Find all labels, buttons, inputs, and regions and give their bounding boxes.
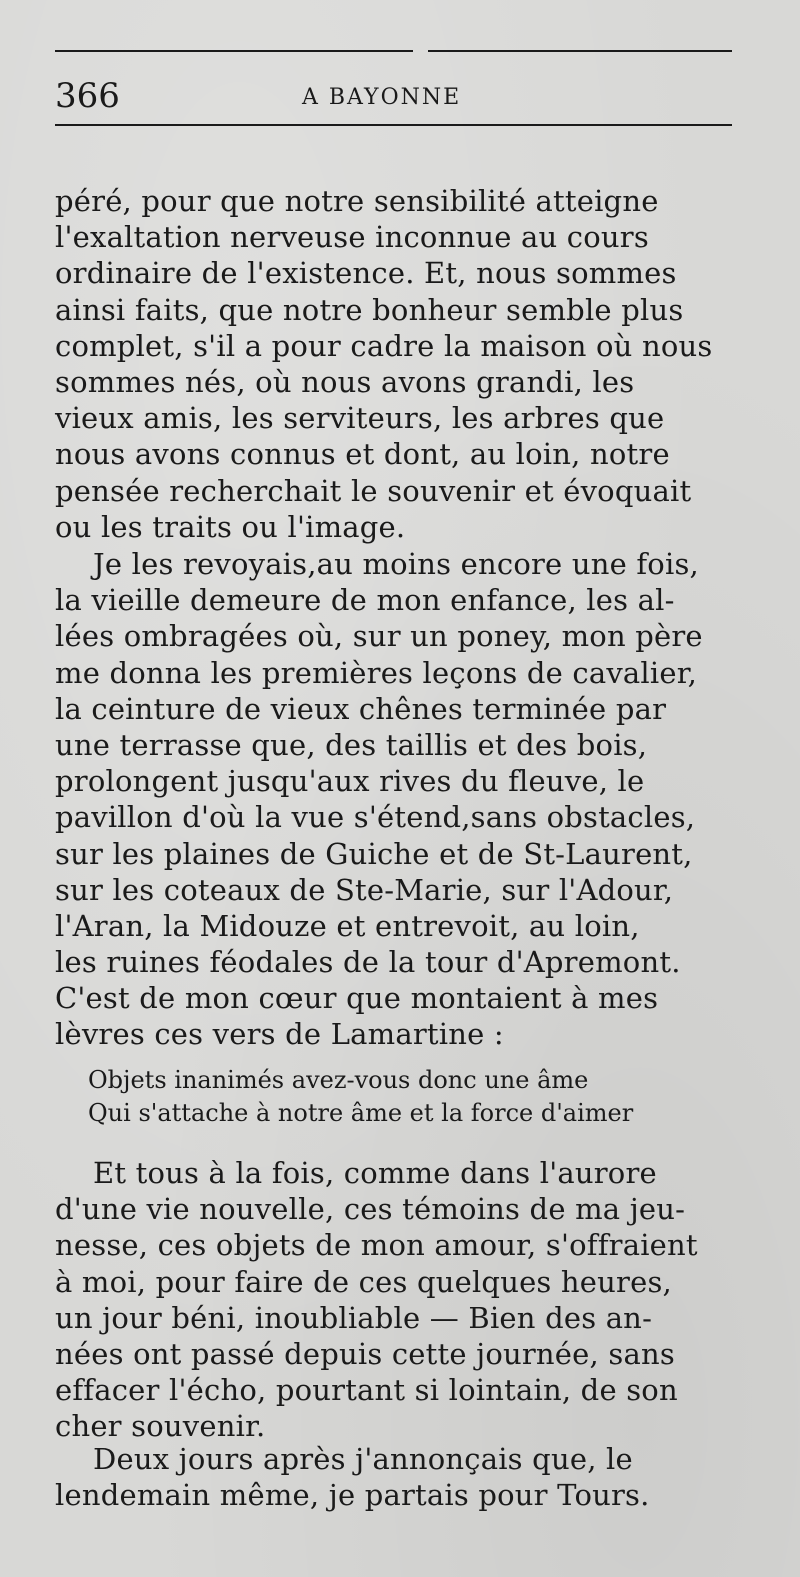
text-line: sur les coteaux de Ste-Marie, sur l'Adour, xyxy=(55,872,674,907)
text-line: à moi, pour faire de ces quelques heures, xyxy=(55,1264,672,1299)
page-number: 366 xyxy=(55,76,120,116)
text-line: ainsi faits, que notre bonheur semble plus xyxy=(55,292,684,327)
paragraph-4 xyxy=(55,1441,745,1513)
verse-quotation xyxy=(88,1064,748,1130)
header-rule xyxy=(55,124,732,126)
text-line: d'une vie nouvelle, ces témoins de ma jeu- xyxy=(55,1192,686,1227)
text-line: nesse, ces objets de mon amour, s'offraient xyxy=(55,1228,698,1263)
text-line: nées ont passé depuis cette journée, sans xyxy=(55,1336,675,1371)
text-line: l'Aran, la Midouze et entrevoit, au loin, xyxy=(55,908,640,943)
text-line: les ruines féodales de la tour d'Apremont. xyxy=(55,945,681,980)
text-line: Et tous à la fois, comme dans l'aurore xyxy=(93,1156,657,1190)
verse-line: Objets inanimés avez-vous donc une âme xyxy=(88,1066,589,1094)
text-line: l'exaltation nerveuse inconnue au cours xyxy=(55,220,649,255)
text-line: me donna les premières leçons de cavalier, xyxy=(55,655,698,690)
text-line: lèvres ces vers de Lamartine : xyxy=(55,1017,504,1052)
text-line: C'est de mon cœur que montaient à mes xyxy=(55,981,659,1016)
paragraph-2 xyxy=(55,546,745,1053)
page-header xyxy=(55,74,732,118)
text-line: vieux amis, les serviteurs, les arbres que xyxy=(55,401,665,436)
text-line: ou les traits ou l'image. xyxy=(55,509,406,544)
text-line: nous avons connus et dont, au loin, notre xyxy=(55,437,670,472)
text-line: cher souvenir. xyxy=(55,1409,266,1444)
text-line: effacer l'écho, pourtant si lointain, de son xyxy=(55,1373,678,1408)
text-line: prolongent jusqu'aux rives du fleuve, le xyxy=(55,764,645,799)
text-line: lendemain même, je partais pour Tours. xyxy=(55,1478,650,1513)
text-line: un jour béni, inoubliable — Bien des an- xyxy=(55,1300,653,1335)
text-line: lées ombragées où, sur un poney, mon père xyxy=(55,619,703,654)
verse-line: Qui s'attache à notre âme et la force d'aimer xyxy=(88,1099,634,1127)
top-rule-right xyxy=(428,50,732,52)
text-line: Deux jours après j'annonçais que, le xyxy=(93,1442,633,1476)
top-rule-left xyxy=(55,50,413,52)
text-line: complet, s'il a pour cadre la maison où nous xyxy=(55,328,713,363)
running-head: A BAYONNE xyxy=(302,85,462,110)
text-line: ordinaire de l'existence. Et, nous sommes xyxy=(55,256,677,291)
paragraph-3 xyxy=(55,1155,745,1445)
text-line: pavillon d'où la vue s'étend,sans obstacles, xyxy=(55,800,696,835)
text-line: la vieille demeure de mon enfance, les al- xyxy=(55,583,675,618)
text-line: péré, pour que notre sensibilité atteigne xyxy=(55,184,659,218)
text-line: Je les revoyais,au moins encore une fois, xyxy=(93,547,699,581)
text-line: sur les plaines de Guiche et de St-Laurent, xyxy=(55,836,693,871)
text-line: pensée recherchait le souvenir et évoquait xyxy=(55,473,692,508)
text-line: une terrasse que, des taillis et des bois, xyxy=(55,727,648,762)
paragraph-1 xyxy=(55,183,745,545)
text-line: sommes nés, où nous avons grandi, les xyxy=(55,364,635,399)
text-line: la ceinture de vieux chênes terminée par xyxy=(55,691,667,726)
